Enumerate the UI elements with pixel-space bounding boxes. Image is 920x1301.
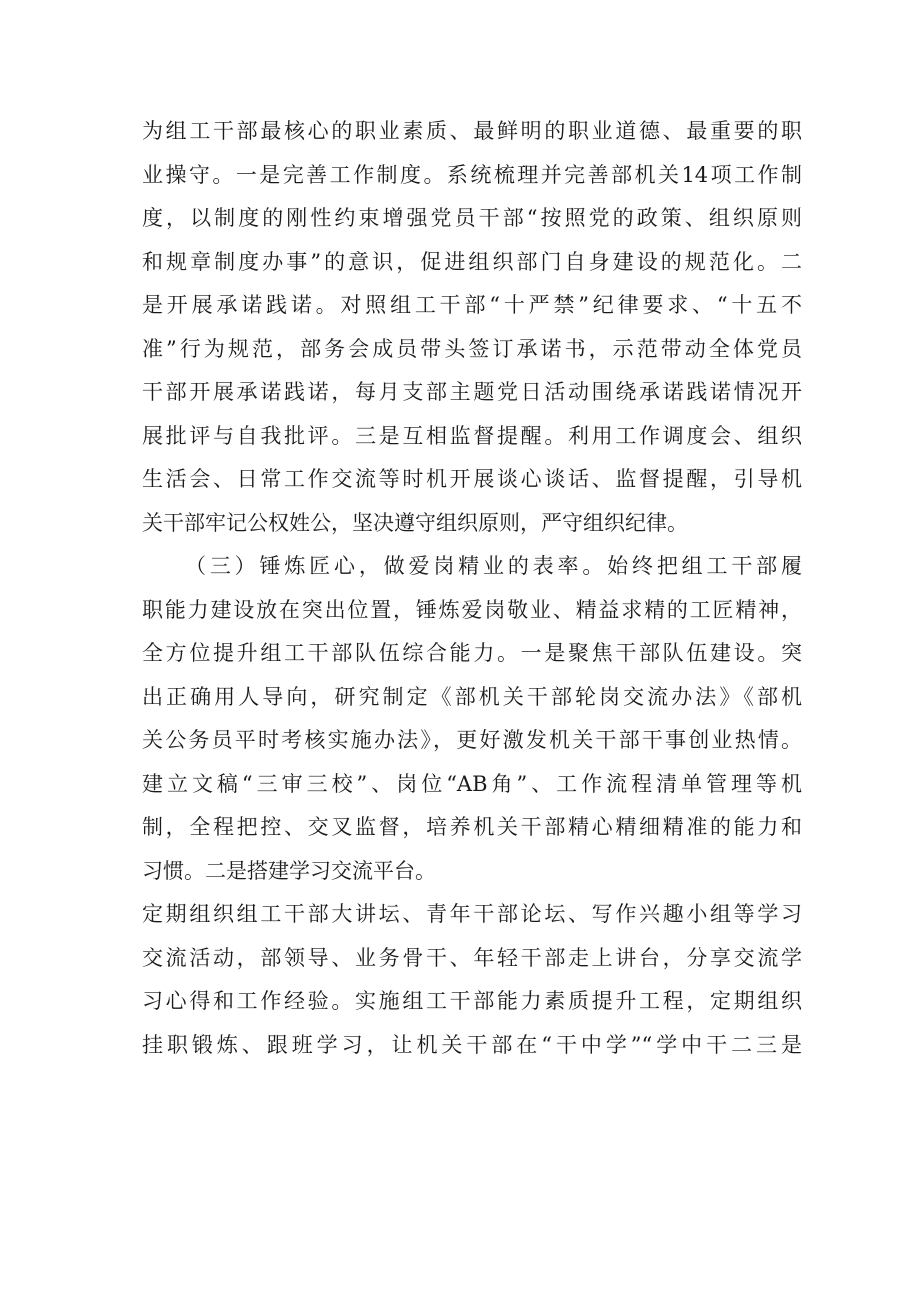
text-line: 业操守。一是完善工作制度。系统梳理并完善部机关14项工作制 — [142, 162, 802, 187]
document-body — [142, 110, 802, 1067]
text-line: 制，全程把控、交叉监督，培养机关干部精心精细精准的能力和 — [142, 815, 802, 839]
text-line: 为组工干部最核心的职业素质、最鲜明的职业道德、最重要的职 — [142, 119, 802, 143]
text-line: 全方位提升组工干部队伍综合能力。一是聚焦干部队伍建设。突 — [142, 641, 802, 665]
text-line: 出正确用人导向，研究制定《部机关干部轮岗交流办法》《部机 — [142, 684, 802, 709]
text-line: 度，以制度的刚性约束增强党员干部“按照党的政策、组织原则 — [142, 206, 802, 230]
section-heading-line: （三）锤炼匠心，做爱岗精业的表率。始终把组工干部履 — [185, 554, 802, 578]
text-line: 职能力建设放在突出位置，锤炼爱岗敬业、精益求精的工匠精神， — [142, 597, 802, 622]
text-line: 是开展承诺践诺。对照组工干部“十严禁”纪律要求、“十五不 — [142, 293, 802, 317]
text-line: 准”行为规范，部务会成员带头签订承诺书，示范带动全体党员 — [142, 336, 802, 361]
text-line: 挂职锻炼、跟班学习，让机关干部在“干中学”“学中干二三是 — [142, 1032, 802, 1057]
text-line: 建立文稿“三审三校”、岗位“AB角”、工作流程清单管理等机 — [142, 771, 802, 796]
text-line: 交流活动，部领导、业务骨干、年轻干部走上讲台，分享交流学 — [142, 945, 802, 970]
text-line: 关干部牢记公权姓公，坚决遵守组织原则，严守组织纪律。 — [142, 510, 688, 535]
text-line: 习惯。二是搭建学习交流平台。 — [142, 858, 436, 883]
text-line: 定期组织组工干部大讲坛、青年干部论坛、写作兴趣小组等学习 — [142, 902, 802, 926]
text-line: 习心得和工作经验。实施组工干部能力素质提升工程，定期组织 — [142, 989, 802, 1013]
text-line: 展批评与自我批评。三是互相监督提醒。利用工作调度会、组织 — [142, 423, 802, 448]
text-line: 关公务员平时考核实施办法》，更好激发机关干部干事创业热情。 — [142, 728, 802, 752]
text-line: 生活会、日常工作交流等时机开展谈心谈话、监督提醒，引导机 — [142, 467, 802, 491]
text-line: 和规章制度办事”的意识，促进组织部门自身建设的规范化。二 — [142, 249, 802, 274]
text-line: 干部开展承诺践诺，每月支部主题党日活动围绕承诺践诺情况开 — [142, 380, 802, 404]
